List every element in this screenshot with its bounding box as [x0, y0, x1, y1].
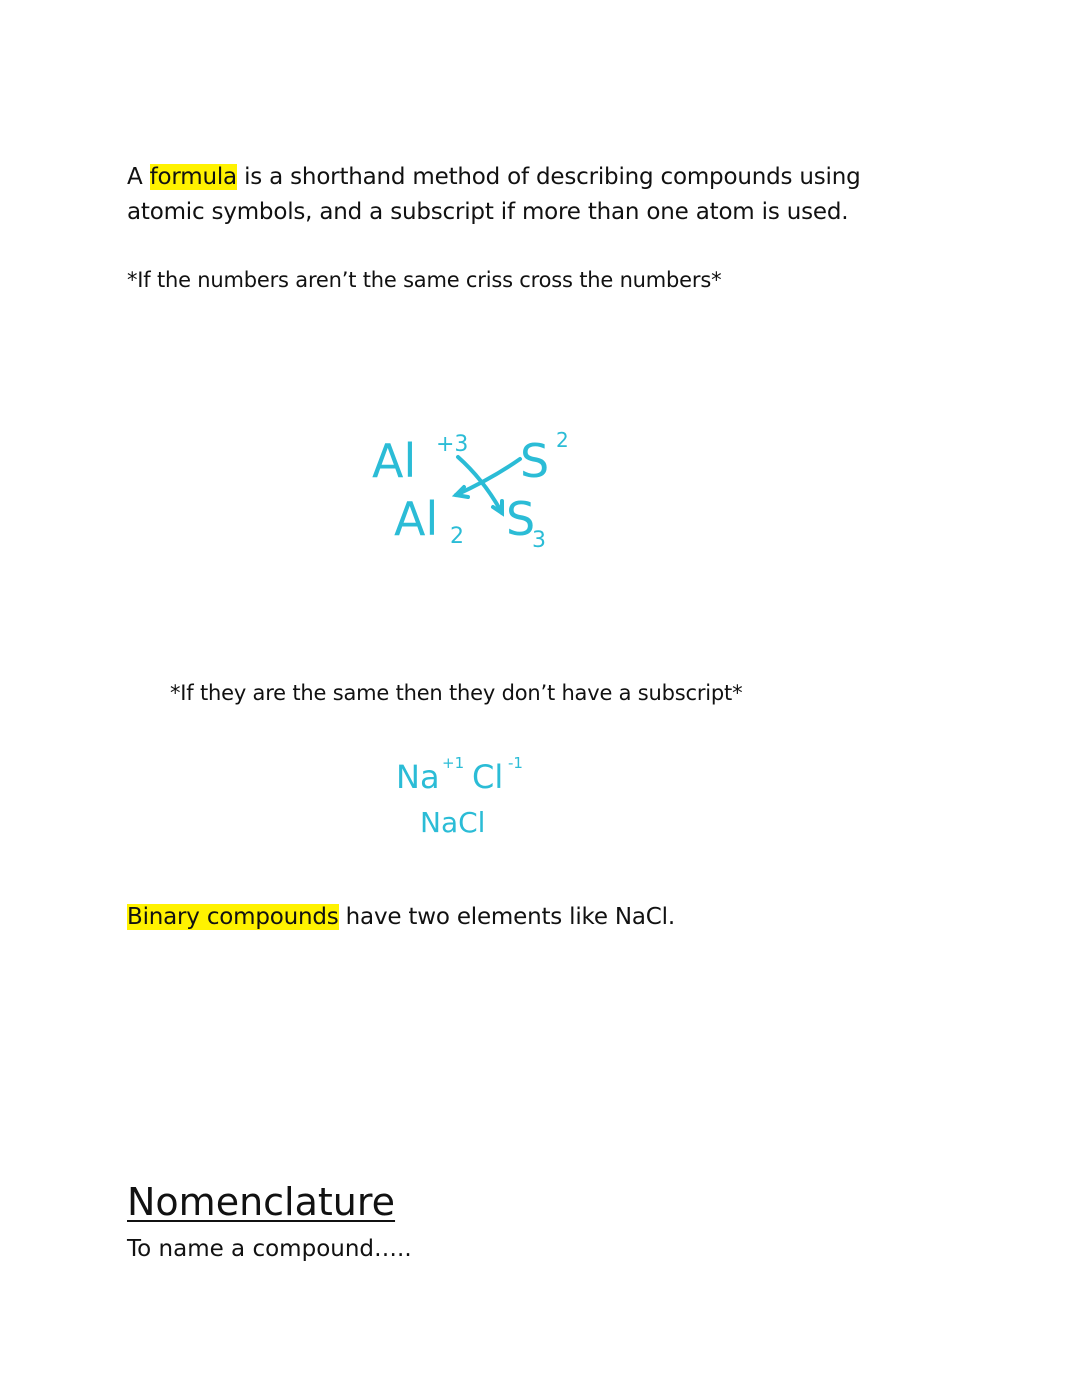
binary-highlight: Binary compounds — [127, 904, 339, 930]
nomenclature-heading: Nomenclature — [127, 1180, 396, 1224]
formula-rest: is a shorthand method of describing compounds using — [236, 164, 861, 190]
criss-cross-example — [360, 415, 600, 560]
formula-lead: A — [127, 164, 150, 190]
nacl-formula: NaCl — [420, 806, 486, 839]
s-subscript: 3 — [532, 528, 546, 553]
al-symbol-top: Al — [372, 434, 417, 488]
formula-highlight: formula — [149, 164, 237, 190]
na-symbol: Na — [396, 758, 440, 796]
binary-rest: have two elements like NaCl. — [338, 904, 675, 930]
na-charge: +1 — [442, 754, 465, 772]
al-charge: +3 — [436, 432, 469, 457]
same-numbers-note: *If they are the same then they don’t have a subscript* — [170, 681, 743, 705]
formula-definition-line-1 — [127, 160, 861, 195]
al-subscript: 2 — [450, 524, 464, 549]
s-symbol-bottom: S — [506, 492, 536, 546]
cl-symbol: Cl — [472, 758, 504, 796]
cl-charge: -1 — [508, 754, 523, 772]
criss-cross-note: *If the numbers aren’t the same criss cross the numbers* — [127, 268, 722, 292]
binary-compounds-line — [127, 900, 675, 935]
nomenclature-subtext: To name a compound….. — [127, 1236, 412, 1262]
s-charge: 2 — [556, 428, 569, 452]
al-symbol-bottom: Al — [394, 492, 439, 546]
s-symbol-top: S — [520, 434, 550, 488]
formula-definition-line-2: atomic symbols, and a subscript if more than one atom is used. — [127, 199, 849, 225]
nacl-example — [390, 748, 530, 840]
